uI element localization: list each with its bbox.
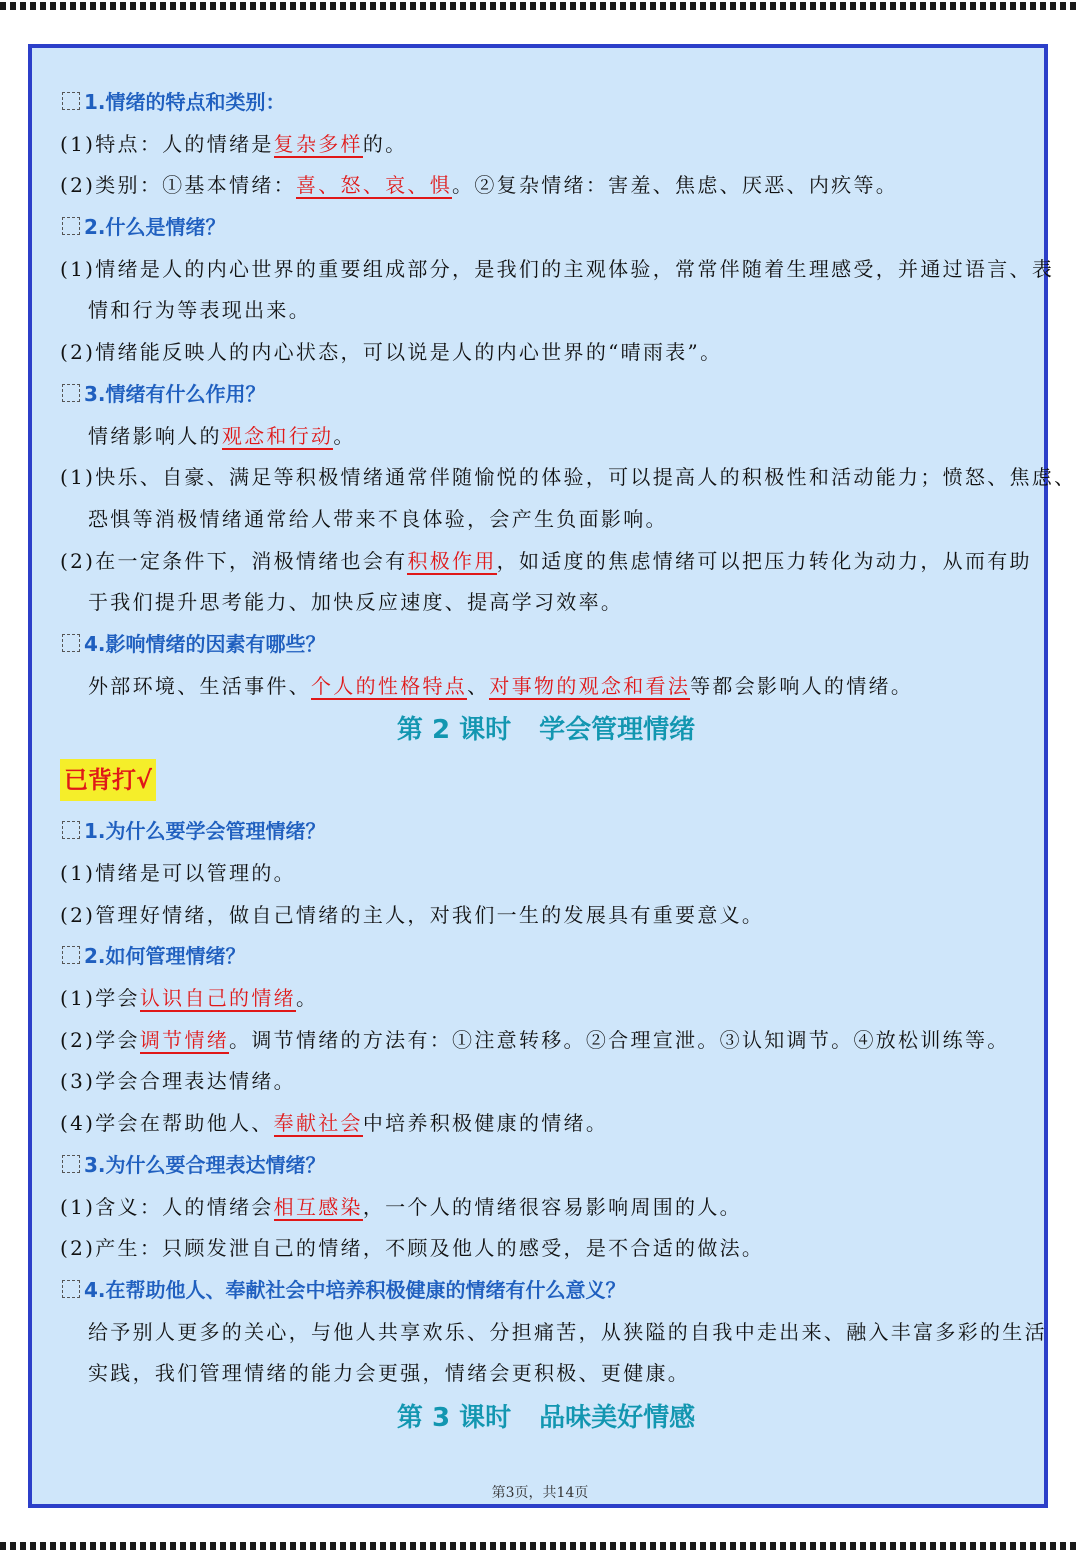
text-line: 情绪影响人的观念和行动。: [88, 423, 356, 448]
question-heading: 2.什么是情绪？: [60, 207, 1032, 249]
question-heading: 4.影响情绪的因素有哪些？: [60, 624, 1032, 666]
key-term: 积极作用: [407, 548, 497, 573]
question-heading: 3.为什么要合理表达情绪？: [60, 1145, 1032, 1187]
text-line: (4)学会在帮助他人、奉献社会中培养积极健康的情绪。: [60, 1111, 609, 1136]
text-line: 恐惧等消极情绪通常给人带来不良体验，会产生负面影响。: [88, 506, 668, 531]
checkbox-icon[interactable]: [62, 1155, 80, 1173]
text-line: (1)快乐、自豪、满足等积极情绪通常伴随愉悦的体验，可以提高人的积极性和活动能力；愤怒、焦虑、: [60, 465, 1077, 490]
text-line: (1)情绪是可以管理的。: [60, 861, 296, 885]
text-line: (3)学会合理表达情绪。: [60, 1069, 296, 1094]
text-line: 外部环境、生活事件、个人的性格特点、对事物的观念和看法等都会影响人的情绪。: [88, 673, 914, 698]
question-heading: 1.情绪的特点和类别：: [60, 82, 1032, 124]
text-line: (2)类别：①基本情绪：喜、怒、哀、惧。②复杂情绪：害羞、焦虑、厌恶、内疚等。: [60, 173, 899, 198]
checkbox-icon[interactable]: [62, 946, 80, 964]
checkbox-icon[interactable]: [62, 92, 80, 110]
key-term: 相互感染: [273, 1194, 363, 1219]
checkbox-icon[interactable]: [62, 634, 80, 652]
key-term: 认识自己的情绪: [139, 986, 296, 1011]
checkbox-icon[interactable]: [62, 1280, 80, 1298]
bottom-dashed-border: [0, 1542, 1080, 1550]
key-term: 观念和行动: [221, 423, 334, 448]
lesson-title: 第 2 课时 学会管理情绪: [396, 715, 696, 746]
text-line: (1)特点：人的情绪是复杂多样的。: [60, 131, 408, 156]
key-term: 调节情绪: [139, 1027, 230, 1052]
text-line: 情和行为等表现出来。: [88, 298, 311, 323]
text-line: (2)管理好情绪，做自己情绪的主人，对我们一生的发展具有重要意义。: [60, 902, 765, 927]
key-term: 对事物的观念和看法: [489, 673, 691, 698]
text-line: (2)情绪能反映人的内心状态，可以说是人的内心世界的“晴雨表”。: [60, 340, 723, 365]
key-term: 喜、怒、哀、惧: [295, 173, 453, 198]
text-line: 实践，我们管理情绪的能力会更强，情绪会更积极、更健康。: [88, 1361, 691, 1386]
question-heading: 1.为什么要学会管理情绪？: [60, 811, 1032, 853]
key-term: 奉献社会: [273, 1111, 363, 1136]
question-heading: 3.情绪有什么作用？: [60, 374, 1032, 416]
checkbox-icon[interactable]: [62, 217, 80, 235]
memorized-stamp: 已背打√: [60, 759, 156, 801]
checkbox-icon[interactable]: [62, 821, 80, 839]
top-dashed-border: [0, 2, 1080, 10]
text-line: 给予别人更多的关心，与他人共享欢乐、分担痛苦，从狭隘的自我中走出来、融入丰富多彩的生活: [88, 1319, 1047, 1344]
text-line: (2)学会调节情绪。调节情绪的方法有：①注意转移。②合理宣泄。③认知调节。④放松训练等。: [60, 1027, 1010, 1052]
key-term: 个人的性格特点: [311, 673, 468, 698]
text-line: (1)情绪是人的内心世界的重要组成部分，是我们的主观体验，常常伴随着生理感受，并通过语言、表: [60, 256, 1055, 281]
question-heading: 2.如何管理情绪？: [60, 936, 1032, 978]
page-number: 第3页，共14页: [491, 1485, 589, 1501]
text-line: (2)产生：只顾发泄自己的情绪，不顾及他人的感受，是不合适的做法。: [60, 1236, 765, 1261]
question-heading: 4.在帮助他人、奉献社会中培养积极健康的情绪有什么意义？: [60, 1270, 1032, 1312]
text-line: (2)在一定条件下，消极情绪也会有积极作用，如适度的焦虑情绪可以把压力转化为动力，从而有助: [60, 548, 1032, 573]
stamp-row: [60, 753, 1032, 811]
text-line: (1)含义：人的情绪会相互感染，一个人的情绪很容易影响周围的人。: [60, 1194, 742, 1219]
key-term: 复杂多样: [273, 131, 363, 156]
lesson-title: 第 3 课时 品味美好情感: [396, 1402, 696, 1433]
content: [60, 82, 1077, 1441]
text-line: 于我们提升思考能力、加快反应速度、提高学习效率。: [88, 590, 624, 615]
checkbox-icon[interactable]: [62, 384, 80, 402]
text-line: (1)学会认识自己的情绪。: [60, 986, 319, 1011]
